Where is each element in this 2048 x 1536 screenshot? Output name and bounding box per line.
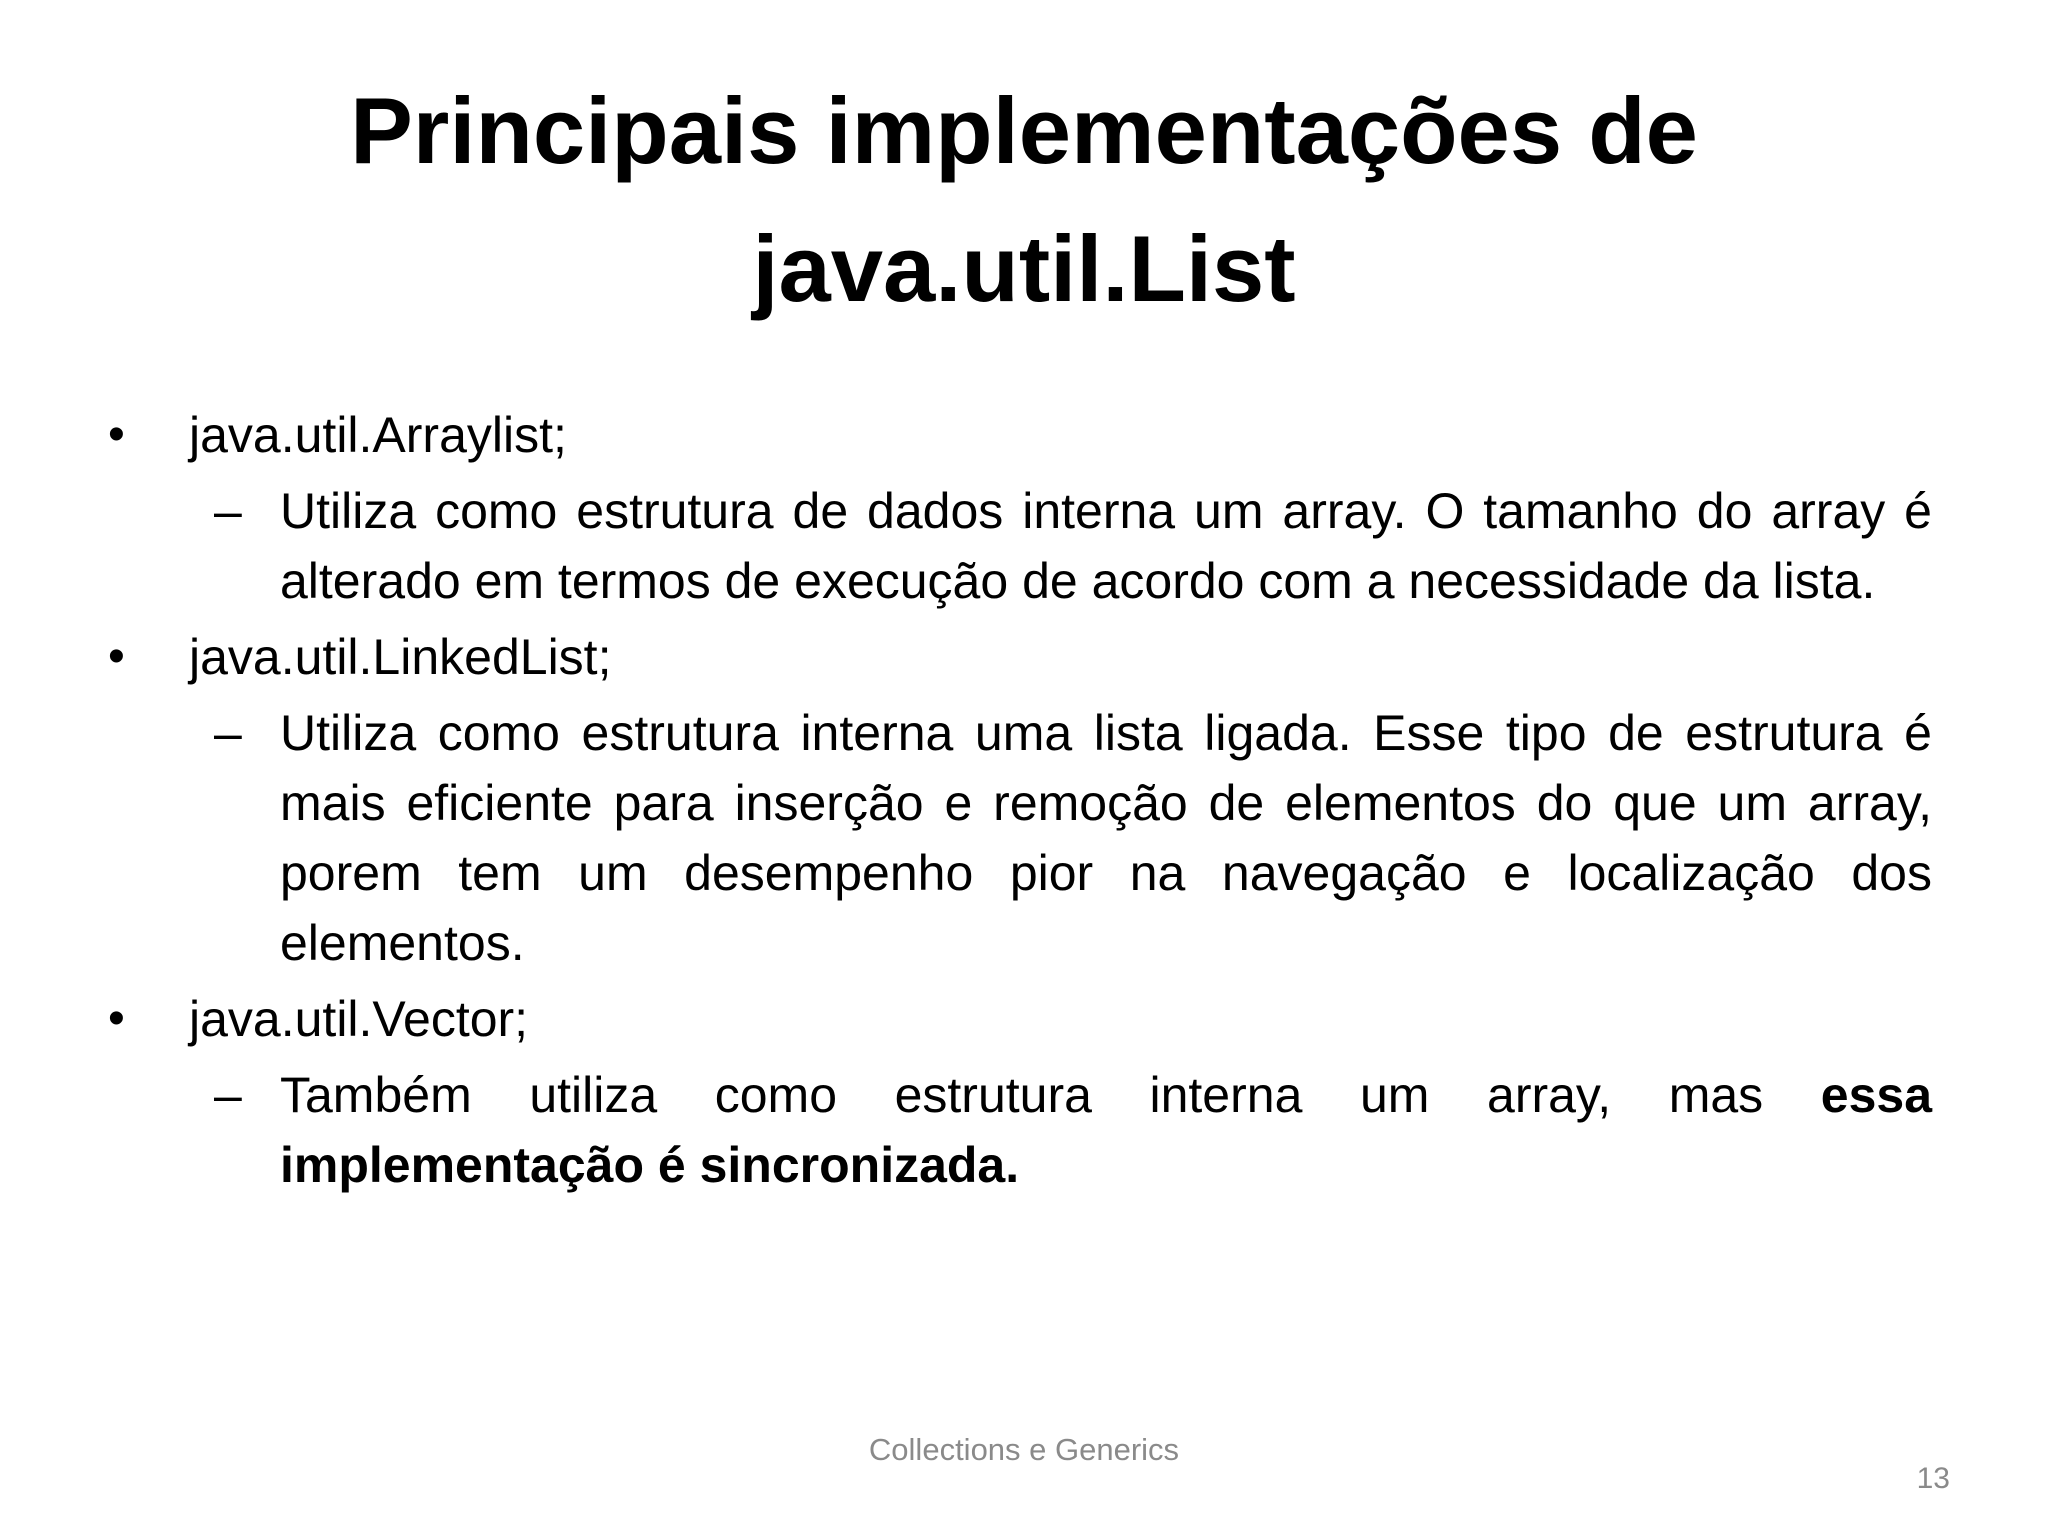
dash-icon: – bbox=[214, 483, 242, 539]
bullet-vector bbox=[108, 984, 2048, 1054]
footer-text: Collections e Generics bbox=[868, 1432, 1180, 1467]
dash-icon: – bbox=[214, 705, 242, 761]
bullet-dot-icon: • bbox=[108, 992, 125, 1045]
bullet-dot-icon: • bbox=[108, 630, 125, 683]
slide-content bbox=[0, 400, 2048, 1206]
title-line-2: java.util.List bbox=[752, 216, 1296, 321]
sub-bullet-vector bbox=[214, 1060, 1932, 1200]
sub-bullet-vector-text-plain: Também utiliza como estrutura interna um array, mas bbox=[280, 1067, 1821, 1123]
slide-title bbox=[0, 62, 2048, 338]
sub-bullet-arraylist-text: Utiliza como estrutura de dados interna um array. O tamanho do array é alterado em termos de execução de acordo com a necessidade da lista. bbox=[280, 483, 1932, 609]
bullet-dot-icon: • bbox=[108, 408, 125, 461]
title-line-1: Principais implementações de bbox=[350, 78, 1698, 183]
bullet-arraylist-text: java.util.Arraylist; bbox=[189, 407, 567, 463]
sub-bullet-linkedlist-text: Utiliza como estrutura interna uma lista ligada. Esse tipo de estrutura é mais eficiente para inserção e remoção de elementos do que um array, porem tem um desempenho pior na navegação e localização dos elementos. bbox=[280, 705, 1932, 971]
sub-bullet-vector-text-bold: essa implementação é sincronizada. bbox=[280, 1067, 1932, 1193]
page-number: 13 bbox=[1916, 1462, 1950, 1495]
bullet-arraylist bbox=[108, 400, 2048, 470]
sub-bullet-arraylist bbox=[214, 476, 1932, 616]
bullet-linkedlist bbox=[108, 622, 2048, 692]
bullet-vector-text: java.util.Vector; bbox=[189, 991, 529, 1047]
bullet-linkedlist-text: java.util.LinkedList; bbox=[189, 629, 612, 685]
sub-bullet-linkedlist bbox=[214, 698, 1932, 978]
dash-icon: – bbox=[214, 1067, 242, 1123]
